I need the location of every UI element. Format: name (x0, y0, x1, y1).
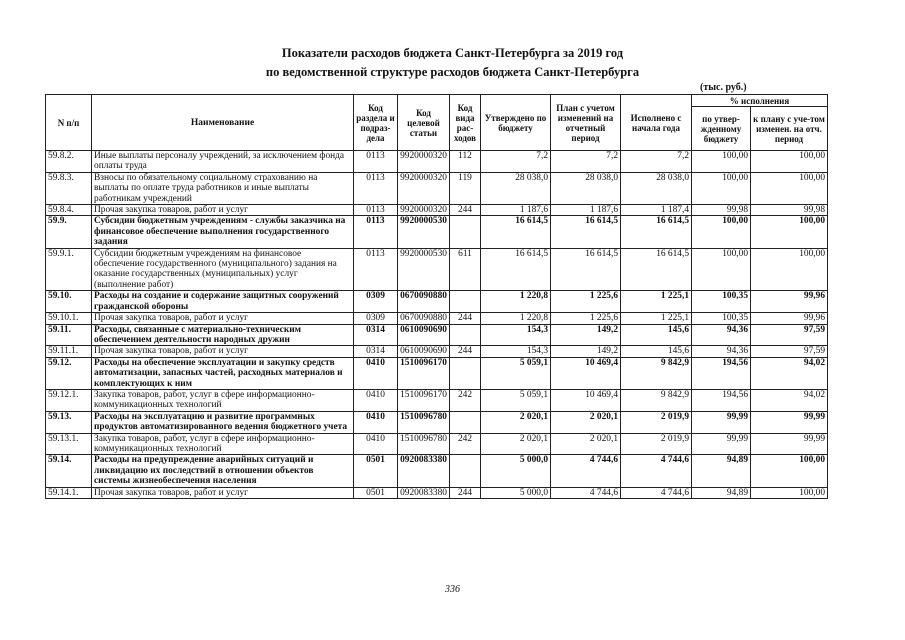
cell-plan: 1 225,6 (551, 313, 621, 324)
cell-pct-approved: 100,35 (692, 291, 751, 313)
cell-approved: 7,2 (481, 151, 551, 173)
cell-name: Субсидии бюджетным учреждениям на финансовое обеспечение государственного (муниципального) задания на оказание государственных (муниципальных) услуг (выполнение работ) (92, 248, 354, 291)
cell-executed: 1 187,4 (621, 205, 692, 216)
cell-plan: 10 469,4 (551, 357, 621, 389)
cell-expense-code: 244 (450, 313, 481, 324)
cell-plan: 4 744,6 (551, 487, 621, 498)
budget-table (45, 94, 828, 499)
table-row (46, 389, 828, 411)
cell-expense-code (450, 216, 481, 248)
cell-pct-plan: 94,02 (751, 389, 828, 411)
header-executed: Исполнено с начала года (621, 95, 692, 151)
cell-name: Субсидии бюджетным учреждениям - службы заказчика на финансовое обеспечение выполнения государственного задания (92, 216, 354, 248)
cell-expense-code: 244 (450, 487, 481, 498)
cell-executed: 9 842,9 (621, 357, 692, 389)
cell-expense-code (450, 411, 481, 433)
cell-section-code: 0113 (354, 151, 398, 173)
cell-name: Иные выплаты персоналу учреждений, за исключением фонда оплаты труда (92, 151, 354, 173)
cell-num: 59.8.2. (46, 151, 92, 173)
cell-name: Расходы на предупреждение аварийных ситуаций и ликвидацию их последствий в отношении объектов системы жизнеобеспечения населения (92, 455, 354, 487)
cell-executed: 28 038,0 (621, 172, 692, 204)
table-row (46, 248, 828, 291)
cell-section-code: 0113 (354, 172, 398, 204)
cell-pct-approved: 94,36 (692, 346, 751, 357)
cell-section-code: 0501 (354, 487, 398, 498)
cell-pct-approved: 94,89 (692, 487, 751, 498)
cell-expense-code: 244 (450, 205, 481, 216)
table-row (46, 172, 828, 204)
cell-num: 59.12. (46, 357, 92, 389)
cell-plan: 1 225,6 (551, 291, 621, 313)
cell-pct-plan: 99,99 (751, 411, 828, 433)
cell-target-code: 9920000530 (398, 248, 450, 291)
cell-plan: 16 614,5 (551, 248, 621, 291)
table-row (46, 433, 828, 455)
cell-approved: 154,3 (481, 324, 551, 346)
cell-pct-approved: 100,00 (692, 151, 751, 173)
cell-plan: 10 469,4 (551, 389, 621, 411)
cell-name: Прочая закупка товаров, работ и услуг (92, 487, 354, 498)
cell-expense-code: 119 (450, 172, 481, 204)
header-name: Наименование (92, 95, 354, 151)
cell-plan: 7,2 (551, 151, 621, 173)
cell-executed: 7,2 (621, 151, 692, 173)
cell-plan: 149,2 (551, 346, 621, 357)
cell-pct-plan: 100,00 (751, 216, 828, 248)
cell-pct-approved: 100,00 (692, 172, 751, 204)
cell-section-code: 0314 (354, 324, 398, 346)
header-expense-code: Код вида рас-ходов (450, 95, 481, 151)
cell-approved: 2 020,1 (481, 411, 551, 433)
cell-target-code: 0670090880 (398, 291, 450, 313)
cell-executed: 1 225,1 (621, 291, 692, 313)
cell-pct-approved: 99,99 (692, 433, 751, 455)
cell-pct-approved: 194,56 (692, 389, 751, 411)
cell-num: 59.12.1. (46, 389, 92, 411)
report-title-line-1: Показатели расходов бюджета Санкт-Петербурга за 2019 год (281, 46, 624, 60)
header-npp: N п/п (46, 95, 92, 151)
cell-name: Взносы по обязательному социальному страхованию на выплаты по оплате труда работников и иные выплаты работникам учреждений (92, 172, 354, 204)
cell-pct-plan: 94,02 (751, 357, 828, 389)
cell-target-code: 1510096780 (398, 433, 450, 455)
table-row (46, 205, 828, 216)
header-approved: Утверждено по бюджету (481, 95, 551, 151)
header-section-code: Код раздела и подраз-дела (354, 95, 398, 151)
cell-name: Прочая закупка товаров, работ и услуг (92, 313, 354, 324)
cell-num: 59.13.1. (46, 433, 92, 455)
cell-approved: 5 000,0 (481, 487, 551, 498)
cell-pct-approved: 94,36 (692, 324, 751, 346)
cell-name: Расходы на создание и содержание защитных сооружений гражданской обороны (92, 291, 354, 313)
cell-name: Прочая закупка товаров, работ и услуг (92, 346, 354, 357)
table-row (46, 346, 828, 357)
units-label: (тыс. руб.) (700, 82, 747, 93)
cell-expense-code: 244 (450, 346, 481, 357)
cell-target-code: 1510096170 (398, 357, 450, 389)
table-row (46, 151, 828, 173)
cell-section-code: 0314 (354, 346, 398, 357)
cell-pct-plan: 100,00 (751, 487, 828, 498)
table-row (46, 324, 828, 346)
cell-pct-approved: 100,35 (692, 313, 751, 324)
cell-target-code: 1510096780 (398, 411, 450, 433)
cell-pct-plan: 99,98 (751, 205, 828, 216)
table-row (46, 216, 828, 248)
cell-num: 59.10.1. (46, 313, 92, 324)
cell-pct-approved: 194,56 (692, 357, 751, 389)
cell-section-code: 0113 (354, 216, 398, 248)
cell-name: Закупка товаров, работ, услуг в сфере информационно-коммуникационных технологий (92, 433, 354, 455)
page-number: 336 (445, 584, 460, 595)
table-row (46, 291, 828, 313)
cell-pct-plan: 97,59 (751, 324, 828, 346)
cell-pct-plan: 100,00 (751, 151, 828, 173)
header-percent-group: % исполнения (692, 95, 828, 107)
header-pct-plan: к плану с уче-том изменен. на отч. период (751, 107, 828, 151)
cell-approved: 1 220,8 (481, 313, 551, 324)
cell-num: 59.8.3. (46, 172, 92, 204)
cell-approved: 5 059,1 (481, 389, 551, 411)
cell-pct-approved: 94,89 (692, 455, 751, 487)
cell-target-code: 1510096170 (398, 389, 450, 411)
report-title (0, 44, 905, 82)
cell-pct-approved: 100,00 (692, 216, 751, 248)
cell-num: 59.9.1. (46, 248, 92, 291)
cell-plan: 4 744,6 (551, 455, 621, 487)
cell-expense-code (450, 324, 481, 346)
cell-target-code: 9920000320 (398, 172, 450, 204)
cell-section-code: 0501 (354, 455, 398, 487)
cell-pct-plan: 99,96 (751, 291, 828, 313)
cell-pct-plan: 100,00 (751, 455, 828, 487)
table-row (46, 455, 828, 487)
cell-expense-code (450, 455, 481, 487)
table-row (46, 487, 828, 498)
cell-expense-code: 242 (450, 389, 481, 411)
cell-pct-plan: 99,96 (751, 313, 828, 324)
cell-executed: 145,6 (621, 346, 692, 357)
cell-expense-code (450, 357, 481, 389)
cell-approved: 28 038,0 (481, 172, 551, 204)
cell-approved: 1 187,6 (481, 205, 551, 216)
cell-approved: 5 059,1 (481, 357, 551, 389)
cell-expense-code: 112 (450, 151, 481, 173)
cell-num: 59.14.1. (46, 487, 92, 498)
cell-name: Расходы на эксплуатацию и развитие программных продуктов автоматизированного ведения бюджетного учета (92, 411, 354, 433)
cell-num: 59.10. (46, 291, 92, 313)
cell-name: Прочая закупка товаров, работ и услуг (92, 205, 354, 216)
cell-target-code: 0610090690 (398, 324, 450, 346)
table-row (46, 313, 828, 324)
cell-target-code: 0610090690 (398, 346, 450, 357)
cell-num: 59.9. (46, 216, 92, 248)
cell-target-code: 0670090880 (398, 313, 450, 324)
report-title-line-2: по ведомственной структуре расходов бюджета Санкт-Петербурга (265, 65, 640, 79)
cell-name: Расходы, связанные с материально-техническим обеспечением деятельности народных дружин (92, 324, 354, 346)
cell-target-code: 9920000320 (398, 205, 450, 216)
cell-executed: 9 842,9 (621, 389, 692, 411)
cell-target-code: 9920000530 (398, 216, 450, 248)
cell-pct-plan: 100,00 (751, 248, 828, 291)
cell-executed: 16 614,5 (621, 216, 692, 248)
cell-expense-code: 611 (450, 248, 481, 291)
cell-plan: 2 020,1 (551, 411, 621, 433)
cell-section-code: 0309 (354, 291, 398, 313)
cell-plan: 28 038,0 (551, 172, 621, 204)
cell-section-code: 0410 (354, 411, 398, 433)
table-row (46, 411, 828, 433)
cell-executed: 1 225,1 (621, 313, 692, 324)
cell-plan: 16 614,5 (551, 216, 621, 248)
cell-num: 59.14. (46, 455, 92, 487)
cell-pct-approved: 99,99 (692, 411, 751, 433)
cell-target-code: 0920083380 (398, 455, 450, 487)
cell-num: 59.8.4. (46, 205, 92, 216)
cell-executed: 2 019,9 (621, 433, 692, 455)
cell-num: 59.11.1. (46, 346, 92, 357)
cell-executed: 4 744,6 (621, 455, 692, 487)
cell-approved: 154,3 (481, 346, 551, 357)
cell-executed: 4 744,6 (621, 487, 692, 498)
cell-approved: 16 614,5 (481, 216, 551, 248)
cell-section-code: 0113 (354, 205, 398, 216)
cell-expense-code (450, 291, 481, 313)
cell-pct-approved: 100,00 (692, 248, 751, 291)
cell-num: 59.11. (46, 324, 92, 346)
header-plan: План с учетом изменений на отчетный период (551, 95, 621, 151)
cell-name: Закупка товаров, работ, услуг в сфере информационно-коммуникационных технологий (92, 389, 354, 411)
cell-section-code: 0410 (354, 433, 398, 455)
cell-approved: 16 614,5 (481, 248, 551, 291)
cell-section-code: 0410 (354, 389, 398, 411)
cell-name: Расходы на обеспечение эксплуатации и закупку средств автоматизации, запасных частей, расходных материалов и комплектующих к ним (92, 357, 354, 389)
cell-section-code: 0410 (354, 357, 398, 389)
cell-pct-plan: 99,99 (751, 433, 828, 455)
cell-executed: 2 019,9 (621, 411, 692, 433)
cell-executed: 145,6 (621, 324, 692, 346)
cell-pct-plan: 97,59 (751, 346, 828, 357)
cell-num: 59.13. (46, 411, 92, 433)
cell-approved: 1 220,8 (481, 291, 551, 313)
cell-section-code: 0309 (354, 313, 398, 324)
cell-approved: 2 020,1 (481, 433, 551, 455)
table-row (46, 357, 828, 389)
cell-section-code: 0113 (354, 248, 398, 291)
header-target-code: Код целевой статьи (398, 95, 450, 151)
cell-expense-code: 242 (450, 433, 481, 455)
header-pct-approved: по утвер-жденному бюджету (692, 107, 751, 151)
cell-target-code: 0920083380 (398, 487, 450, 498)
cell-executed: 16 614,5 (621, 248, 692, 291)
table-body (46, 151, 828, 499)
cell-target-code: 9920000320 (398, 151, 450, 173)
cell-plan: 149,2 (551, 324, 621, 346)
cell-plan: 1 187,6 (551, 205, 621, 216)
cell-approved: 5 000,0 (481, 455, 551, 487)
cell-pct-plan: 100,00 (751, 172, 828, 204)
cell-plan: 2 020,1 (551, 433, 621, 455)
cell-pct-approved: 99,98 (692, 205, 751, 216)
